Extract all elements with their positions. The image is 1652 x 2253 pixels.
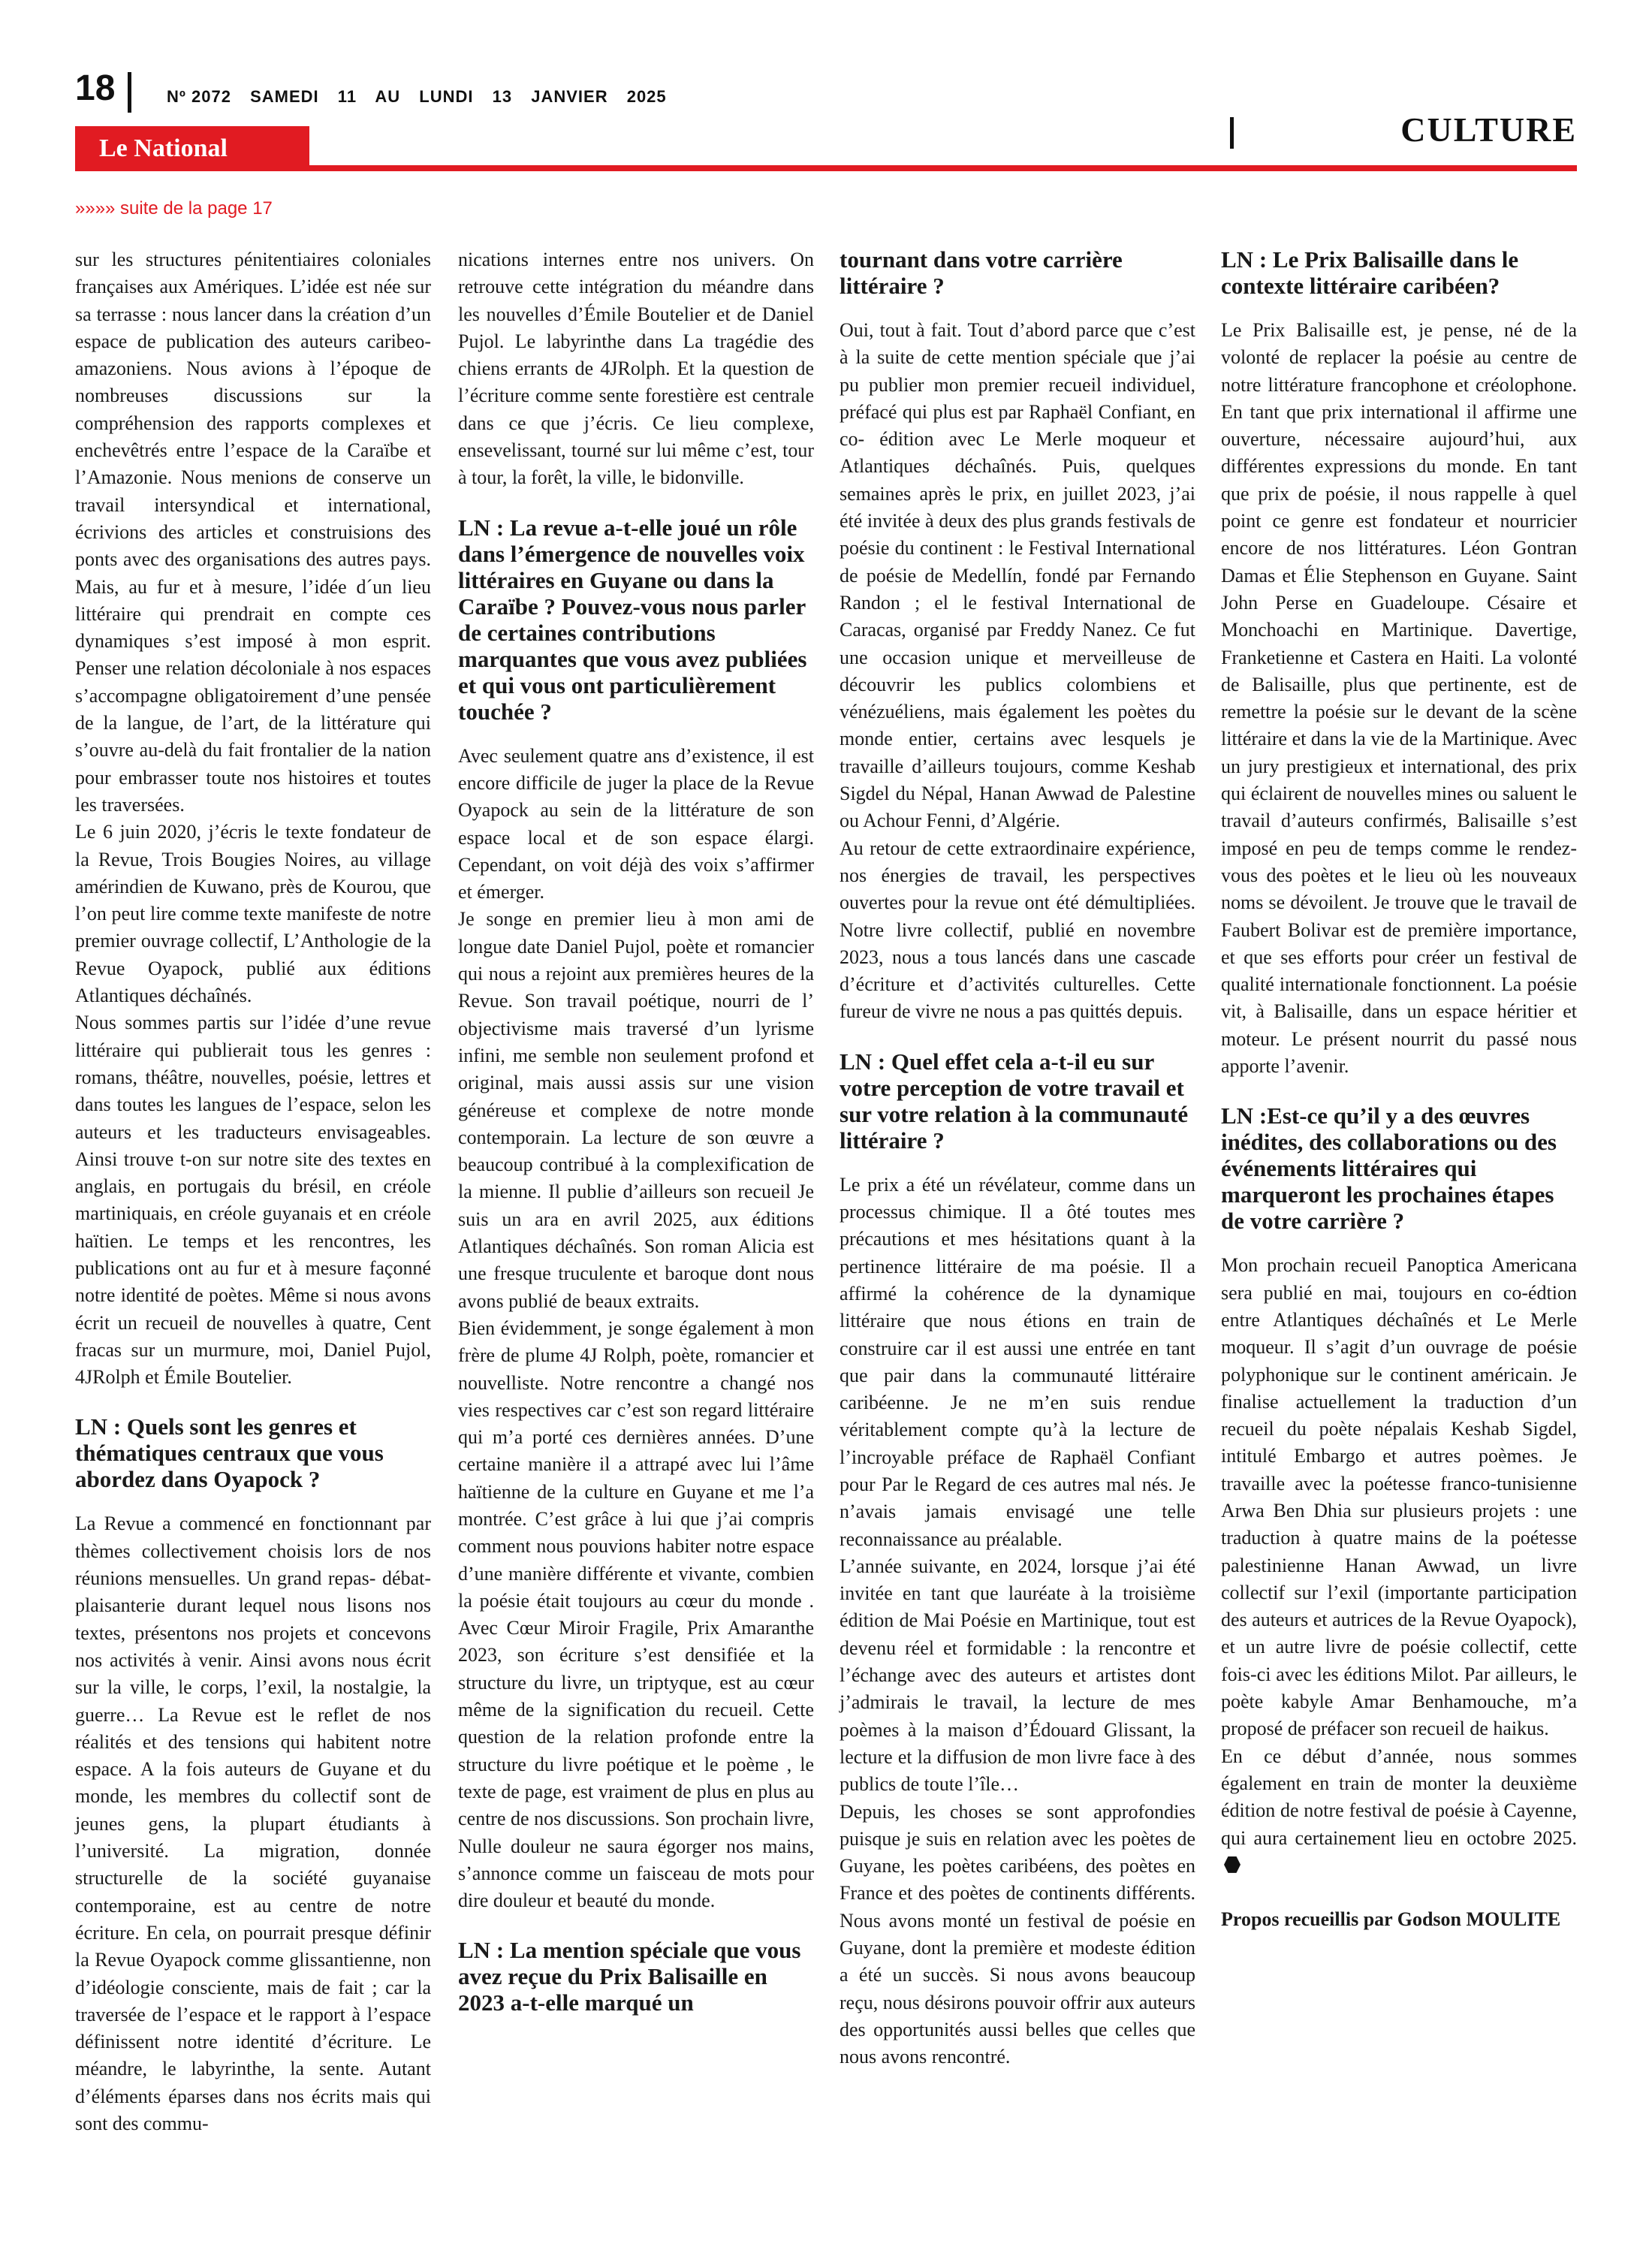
byline: Propos recueillis par Godson MOULITE [1221,1908,1561,1931]
paragraph: Avec seulement quatre ans d’existence, il est encore difficile de juger la place de la Revue Oyapock au sein de la littérature de son espace local et de son espace élargi. Cependant, on voit déjà des voix s’affirmer et émerger. [458,744,814,903]
date-word: 13 [492,87,513,106]
page-number: 18 [75,68,116,108]
paragraph: Le prix a été un révélateur, comme dans un processus chimique. Il a ôté toutes mes précautions et mes hésitations quant à la pertinence littéraire de ma poésie. Il a affirmé la cohérence de la dynamique littéraire que nous étions en train de construire car il est aussi une entrée en tant que pair dans la communauté littéraire caribéenne. Je ne m’en suis rendue véritablement compte qu’à la lecture de l’incroyable préface de Raphaël Confiant pour Par le Regard de ces autres mal nés. Je n’avais jamais envisagé une telle reconnaissance au préalable. [840,1173,1195,1550]
interview-question: LN : La revue a-t-elle joué un rôle dans l’émergence de nouvelles voix littéraires en Guyane ou dans la Caraïbe ? Pouvez-vous nous parler de certaines contributions marquantes que vous avez publiées et qui vous ont particulièrement touchée ? [458,514,807,725]
date-word: 11 [337,87,357,106]
end-mark-icon [1224,1856,1241,1873]
continued-from-link[interactable]: »»»» suite de la page 17 [75,198,273,219]
paragraph: nications internes entre nos univers. On retrouve cette intégration du méandre dans les nouvelles d’Émile Boutelier et de Daniel Pujol. Le labyrinthe dans La tragédie des chiens errants de 4JRolph. Et la question de l’écriture comme sente forestière est centrale dans ce que j’écris. Ce lieu complexe, ensevelissant, tourné sur lui même c’est, tour à tour, la forêt, la ville, le bidonville. [458,249,814,489]
page-number-divider [128,72,131,113]
interview-question: tournant dans votre carrière littéraire ? [840,246,1123,299]
paragraph: Je songe en premier lieu à mon ami de longue date Daniel Pujol, poète et romancier qui nous a rejoint aux premières heures de la Revue. Son travail poétique, nourri de l’ objectivisme mais traversé d’un lyrisme infini, me semble non seulement profond et original, mais aussi assis sur une vision généreuse et complexe de notre monde contemporain. La lecture de son œuvre a beaucoup contribué à la complexification de la mienne. Il publie d’ailleurs son recueil Je suis un ara en avril 2025, aux éditions Atlantiques déchaînés. Son roman Alicia est une fresque truculente et baroque dont nous avons publié de beaux extraits. [458,908,814,1312]
paragraph: Mon prochain recueil Panoptica Americana sera publié en mai, toujours en co-édtion entre Atlantiques déchaînés et Le Merle moqueur. Il s’agit d’un ouvrage de poésie polyphonique sur le continent américain. Je finalise actuellement la traduction d’un recueil du poète népalais Keshab Sigdel, intitulé Embargo et autres poèmes. Je travaille avec la poétesse franco-tunisienne Arwa Ben Dhia sur plusieurs projets : une traduction à quatre mains de la poétesse palestinienne Hanan Awwad, un livre collectif sur l’exil (importante participation des auteurs et autrices de la Revue Oyapock), et un autre livre de poésie collectif, cette fois-ci avec les éditions Milot. Par ailleurs, le poète kabyle Amar Benhamouche, m’a proposé de préfacer son recueil de haikus. [1221,1254,1577,1740]
paragraph: Le Prix Balisaille est, je pense, né de la volonté de replacer la poésie au centre de notre littérature francophone et créolophone. En tant que prix international il affirme une ouverture, nécessaire aujourd’hui, aux différentes expressions du monde. En tant que prix de poésie, il nous rappelle à quel point ce genre est fondateur et nourricier encore de nos littératures. Léon Gontran Damas et Élie Stephenson en Guyane. Saint John Perse en Guadeloupe. Césaire et Monchoachi en Martinique. Davertige, Franketienne et Castera en Haiti. La volonté de Balisaille, plus que pertinente, est de remettre la poésie sur le devant de la scène littéraire et dans la vie de la Martinique. Avec un jury prestigieux et international, des prix qui éclairent de nouvelles mines ou saluent le travail d’auteurs confirmés, Balisaille s’est imposé en peu de temps comme le rendez-vous des poètes et le lieu où les nouveaux noms se dévoilent. Je trouve que le travail de Faubert Bolivar est de première importance, et que ses efforts pour créer un festival de qualité internationale fonctionnent. La poésie vit, à Balisaille, dans un espace héritier et moteur. Le présent nourrit du passé nous apporte l’avenir. [1221,319,1577,1078]
interview-question: LN : La mention spéciale que vous avez reçue du Prix Balisaille en 2023 a-t-elle marqué un [458,1937,801,2016]
paragraph: Depuis, les choses se sont approfondies puisque je suis en relation avec les poètes de Guyane, les poètes caribéens, des poètes en France et des poètes de continents différents. Nous avons monté un festival de poésie en Guyane, dont la première et modeste édition a été un succès. Si nous avons beaucoup reçu, nous désirons pouvoir offrir aux auteurs des opportunités aussi belles que celles que nous avons rencontré. [840,1800,1195,2068]
interview-question: LN : Le Prix Balisaille dans le contexte littéraire caribéen? [1221,246,1519,299]
date-word: JANVIER [531,87,608,106]
paragraph: Oui, tout à fait. Tout d’abord parce que c’est à la suite de cette mention spéciale que j’ai pu publier mon premier recueil individuel, préfacé qui plus est par Raphaël Confiant, en co- édition avec Le Merle moqueur et Atlantiques déchaînés. Puis, quelques semaines après le prix, en juillet 2023, j’ai été invitée à deux des plus grands festivals de poésie du continent : le Festival International de poésie de Medellín, fondé par Fernando Randon ; el le festival International de Caracas, organisé par Freddy Nanez. Ce fut une occasion unique et merveilleuse de découvrir les publics colombiens et vénézuéliens, mais également les poètes du monde entier, certains avec lesquels je travaille d’ailleurs toujours, comme Keshab Sigdel du Népal, Hanan Awwad de Palestine ou Achour Fenni, d’Algérie. [840,319,1195,832]
date-word: SAMEDI [250,87,319,106]
date-word: AU [375,87,401,106]
date-word: LUNDI [419,87,474,106]
paragraph: La Revue a commencé en fonctionnant par thèmes collectivement choisis lors de nos réunions mensuelles. Un grand repas- débat- plaisanterie durant lequel nous lisons nos textes, présentons nos projets et concevons nos activités à venir. Ainsi avons nous écrit sur la ville, le corps, l’exil, la nostalgie, la guerre… La Revue est le reflet de nos réalités et des tensions qui habitent notre espace. A la fois auteurs de Guyane et du monde, les membres du collectif sont de jeunes gens, la plupart étudiants à l’université. La migration, donnée structurelle de la société guyanaise contemporaine, est au centre de notre écriture. En cela, on pourrait presque définir la Revue Oyapock comme glissantienne, non d’idéologie consciente, mais de fait ; car la traversée de l’espace et le rapport à l’espace définissent notre identité d’écriture. Le méandre, le labyrinthe, la sente. Autant d’éléments éparses dans nos écrits mais qui sont des commu- [75,1513,431,2134]
paragraph: sur les structures pénitentiaires coloniales françaises aux Amériques. L’idée est née sur sa terrasse : nous lancer dans la création d’un espace de publication des auteurs caribeo-amazoniens. Nous avions à l’époque de nombreuses discussions sur la compréhension des rapports complexes et enchevêtrés entre l’espace de la Caraïbe et l’Amazonie. Nous menions de conserve un travail intersyndical et international, écrivions des articles et construisions des ponts avec des organisations des autres pays. Mais, au fur et à mesure, l’idée d´un lieu littéraire qui prendrait en compte ces dynamiques s’est imposé à mon esprit. Penser une relation décoloniale à nos espaces s’accompagne obligatoirement d’une pensée de la langue, de l’art, de la littérature qui s’ouvre au-delà du fait frontalier de la nation pour embrasser toute nos histoires et toutes les traversées. [75,249,431,816]
issue-number: Nº 2072 [167,87,231,106]
newspaper-logo: Le National [99,134,228,162]
interview-question: LN : Quel effet cela a-t-il eu sur votre perception de votre travail et sur votre relation à la communauté littéraire ? [840,1048,1189,1154]
section-title: CULTURE [1400,110,1577,149]
interview-question: LN : Quels sont les genres et thématiques centraux que vous abordez dans Oyapock ? [75,1413,384,1493]
paragraph: L’année suivante, en 2024, lorsque j’ai été invitée en tant que lauréate à la troisième édition de Mai Poésie en Martinique, tout est devenu réel et formidable : la rencontre et l’échange avec des auteurs et artistes dont j’admirais le travail, la lecture de mes poèmes à la maison d’Édouard Glissant, la lecture et la diffusion de mon livre face à des publics de toute l’île… [840,1555,1195,1796]
issue-date-line [167,87,680,107]
paragraph: Au retour de cette extraordinaire expérience, nos énergies de travail, les perspectives ouvertes pour la revue ont été démultipliées. Notre livre collectif, publié en novembre 2023, nous a tous lancés dans une cascade d’écriture et d’activités culturelles. Cette fureur de vivre ne nous a pas quittés depuis. [840,837,1195,1023]
article-column-3 [840,246,1195,2071]
paragraph-text: En ce début d’année, nous sommes également en train de monter la deuxième édition de notre festival de poésie à Cayenne, qui aura certainement lieu en octobre 2025. [1221,1745,1577,1849]
header-rule [75,165,1577,171]
paragraph: Le 6 juin 2020, j’écris le texte fondateur de la Revue, Trois Bougies Noires, au village amérindien de Kuwano, près de Kourou, que l’on peut lire comme texte manifeste de notre premier ouvrage collectif, L’Anthologie de la Revue Oyapock, publié aux éditions Atlantiques déchaînés. [75,821,431,1007]
article-column-4 [1221,246,1577,1933]
date-word: 2025 [626,87,667,106]
paragraph: Nous sommes partis sur l’idée d’une revue littéraire qui publierait tous les genres : romans, théâtre, nouvelles, poésie, lettres et dans toutes les langues de l’espace, selon les auteurs et les traducteurs envisageables. Ainsi trouve t-on sur notre site des textes en anglais, en portugais du brésil, en créole martiniquais, en créole guyanais et en créole haïtien. Le temps et les rencontres, les publications ont au fur et à mesure façonné notre identité de poètes. Même si nous avons écrit un recueil de nouvelles à quatre, Cent fracas sur un murmure, moi, Daniel Pujol, 4JRolph et Émile Boutelier. [75,1012,431,1389]
paragraph: Bien évidemment, je songe également à mon frère de plume 4J Rolph, poète, romancier et nouvelliste. Notre rencontre a changé nos vies respectives car c’est son regard littéraire qui m’a porté ces dernières années. D’une certaine manière il a attrapé avec lui l’âme haïtienne de la culture en Guyane et me l’a montrée. C’est grâce à lui que j’ai compris comment nous pouvions habiter notre espace d’une manière différente et vivante, combien la poésie était toujours au cœur du monde . Avec Cœur Miroir Fragile, Prix Amaranthe 2023, son écriture s’est densifiée et la structure du livre, un triptyque, est au cœur même de la signification du recueil. Cette question de la relation profonde entre la structure du livre poétique et le poème , le texte de page, est vraiment de plus en plus au centre de nos discussions. Son prochain livre, Nulle douleur ne saura égorger nos mains, s’annonce comme un faisceau de mots pour dire douleur et beauté du monde. [458,1317,814,1912]
section-divider [1230,117,1234,149]
article-column-1 [75,246,431,2137]
final-paragraph [1221,1743,1577,1879]
interview-question: LN :Est-ce qu’il y a des œuvres inédites, des collaborations ou des événements littéraires qui marqueront les prochaines étapes de votre carrière ? [1221,1102,1557,1235]
article-column-2 [458,246,814,2034]
